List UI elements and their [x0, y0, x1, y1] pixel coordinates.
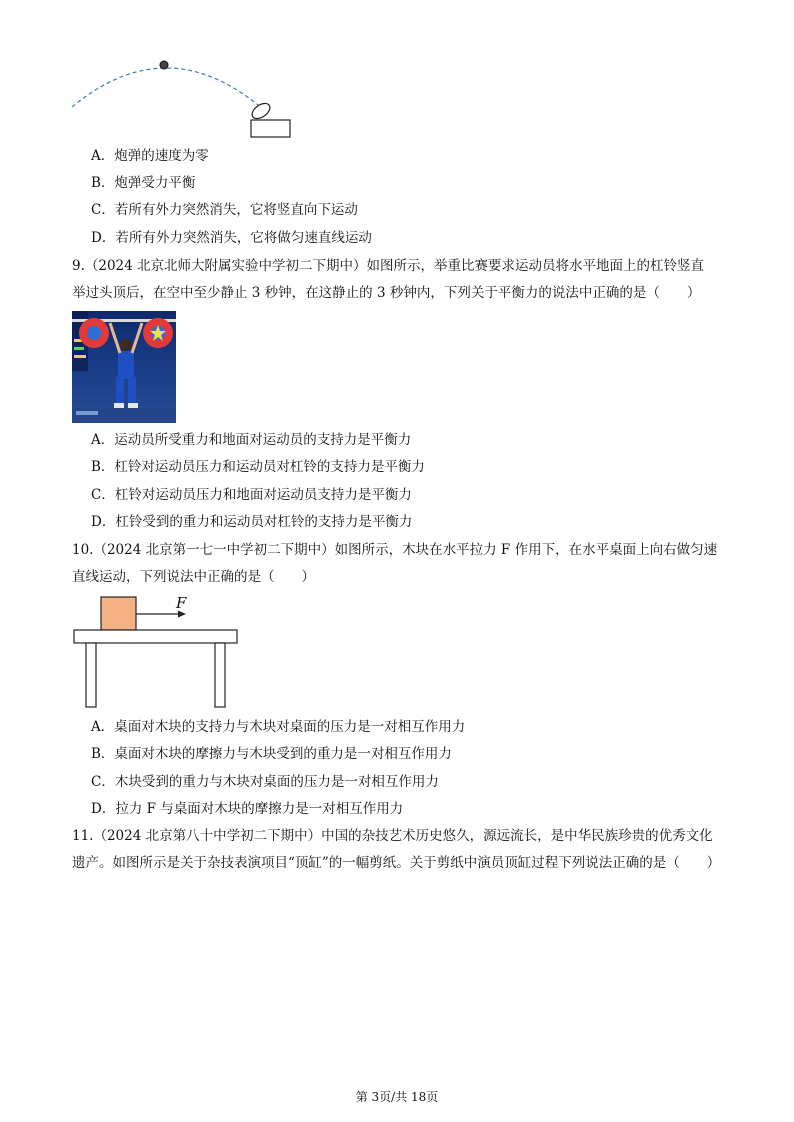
- q8-option-b: B．炮弹受力平衡: [91, 175, 196, 191]
- weightlifter-photo: [72, 311, 176, 423]
- q10-option-b: B．桌面对木块的摩擦力与木块受到的重力是一对相互作用力: [91, 746, 452, 762]
- q10-option-a: A．桌面对木块的支持力与木块对桌面的压力是一对相互作用力: [91, 719, 466, 735]
- q9-option-b: B．杠铃对运动员压力和运动员对杠铃的支持力是平衡力: [91, 459, 425, 475]
- q10-stem-line1: 10.（2024 北京第一七一中学初二下期中）如图所示，木块在水平拉力 F 作用下，在水平桌面上向右做匀速: [72, 542, 718, 558]
- q10-option-d: D．拉力 F 与桌面对木块的摩擦力是一对相互作用力: [91, 801, 404, 817]
- q9-stem-line2: 举过头顶后，在空中至少静止 3 秒钟，在这静止的 3 秒钟内，下列关于平衡力的说法中正确的是（ ）: [72, 285, 701, 301]
- q9-stem-line1: 9.（2024 北京北师大附属实验中学初二下期中）如图所示，举重比赛要求运动员将水平地面上的杠铃竖直: [72, 258, 705, 274]
- q8-option-d: D．若所有外力突然消失，它将做匀速直线运动: [91, 230, 372, 246]
- force-label: F: [176, 594, 187, 612]
- cannon-barrel: [249, 100, 272, 121]
- q8-option-c: C．若所有外力突然消失，它将竖直向下运动: [91, 202, 358, 218]
- table-block-figure: [70, 592, 245, 712]
- page-footer: 第 3页/共 18页: [355, 1090, 439, 1104]
- q9-option-c: C．杠铃对运动员压力和地面对运动员支持力是平衡力: [91, 487, 412, 503]
- q10-stem-line2: 直线运动，下列说法中正确的是（ ）: [72, 569, 315, 585]
- shell-ball: [160, 61, 168, 69]
- q8-option-a: A．炮弹的速度为零: [91, 148, 209, 164]
- q9-option-d: D．杠铃受到的重力和运动员对杠铃的支持力是平衡力: [91, 514, 413, 530]
- trajectory-curve: [72, 68, 258, 107]
- wood-block: [101, 597, 136, 630]
- q11-stem-line2: 遗产。如图所示是关于杂技表演项目“顶缸”的一幅剪纸。关于剪纸中演员顶缸过程下列说法正确的是（ ）: [72, 855, 721, 871]
- q10-option-c: C．木块受到的重力与木块对桌面的压力是一对相互作用力: [91, 774, 439, 790]
- table-leg-right: [215, 643, 225, 707]
- projectile-figure: [60, 55, 300, 145]
- table-top: [74, 630, 237, 643]
- q11-stem-line1: 11.（2024 北京第八十中学初二下期中）中国的杂技艺术历史悠久，源远流长，是中华民族珍贵的优秀文化: [72, 828, 713, 844]
- q9-option-a: A．运动员所受重力和地面对运动员的支持力是平衡力: [91, 432, 412, 448]
- cannon-base: [251, 120, 290, 137]
- table-leg-left: [86, 643, 96, 707]
